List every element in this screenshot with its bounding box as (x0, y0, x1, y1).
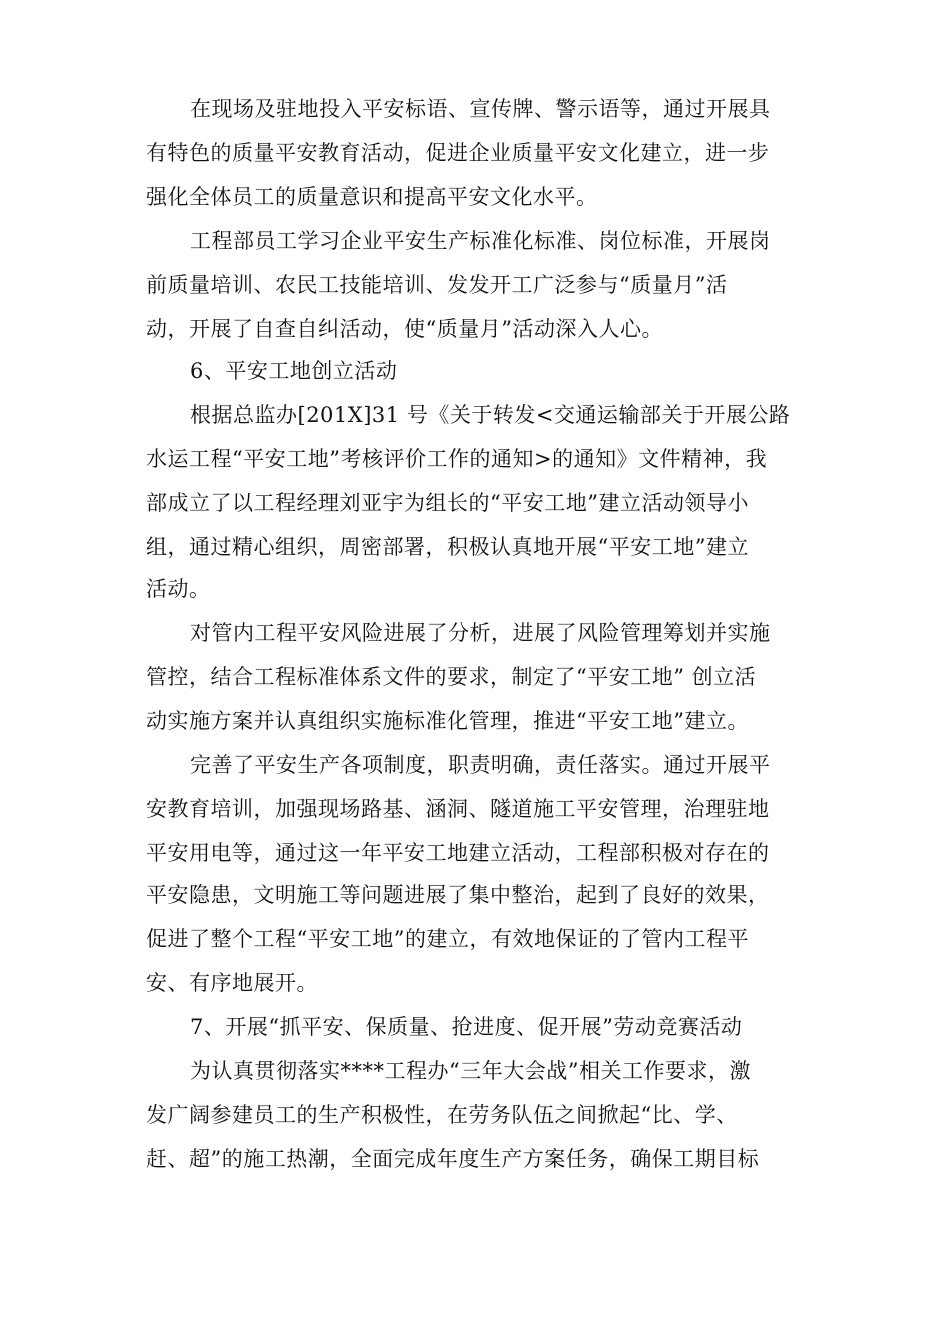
text-line: 根据总监办[201X]31 号《关于转发<交通运输部关于开展公路 (190, 403, 791, 427)
text-line: 赶、超”的施工热潮，全面完成年度生产方案任务，确保工期目标 (146, 1147, 760, 1171)
section-heading: 7、开展“抓平安、保质量、抢进度、促开展”劳动竞赛活动 (190, 1015, 743, 1039)
text-line: 强化全体员工的质量意识和提高平安文化水平。 (146, 185, 598, 209)
text-line: 安教育培训，加强现场路基、涵洞、隧道施工平安管理，治理驻地 (146, 797, 770, 821)
text-line: 前质量培训、农民工技能培训、发发开工广泛参与“质量月”活 (146, 273, 728, 297)
text-line: 水运工程“平安工地”考核评价工作的通知>的通知》文件精神，我 (146, 447, 768, 471)
text-line: 动实施方案并认真组织实施标准化管理，推进“平安工地”建立。 (146, 709, 749, 733)
text-line: 有特色的质量平安教育活动，促进企业质量平安文化建立，进一步 (146, 141, 770, 165)
text-line: 发广阔参建员工的生产积极性，在劳务队伍之间掀起“比、学、 (146, 1103, 738, 1127)
text-line: 工程部员工学习企业平安生产标准化标准、岗位标准，开展岗 (190, 229, 771, 253)
text-line: 促进了整个工程“平安工地”的建立，有效地保证的了管内工程平 (146, 927, 749, 951)
text-line: 部成立了以工程经理刘亚宇为组长的“平安工地”建立活动领导小 (146, 491, 749, 515)
text-line: 活动。 (146, 577, 211, 601)
text-line: 管控，结合工程标准体系文件的要求，制定了“平安工地” 创立活 (146, 665, 757, 689)
text-line: 动，开展了自查自纠活动，使“质量月”活动深入人心。 (146, 317, 663, 341)
text-line: 完善了平安生产各项制度，职责明确，责任落实。通过开展平 (190, 753, 771, 777)
section-heading: 6、平安工地创立活动 (190, 359, 398, 383)
text-line: 平安隐患，文明施工等问题进展了集中整治，起到了良好的效果， (146, 883, 770, 907)
text-line: 为认真贯彻落实****工程办“三年大会战”相关工作要求，激 (190, 1059, 751, 1083)
text-line: 组，通过精心组织，周密部署，积极认真地开展“平安工地”建立 (146, 535, 749, 559)
text-line: 平安用电等，通过这一年平安工地建立活动，工程部积极对存在的 (146, 841, 770, 865)
text-line: 安、有序地展开。 (146, 971, 318, 995)
text-line: 对管内工程平安风险进展了分析，进展了风险管理筹划并实施 (190, 621, 771, 645)
text-line: 在现场及驻地投入平安标语、宣传牌、警示语等，通过开展具 (190, 97, 771, 121)
